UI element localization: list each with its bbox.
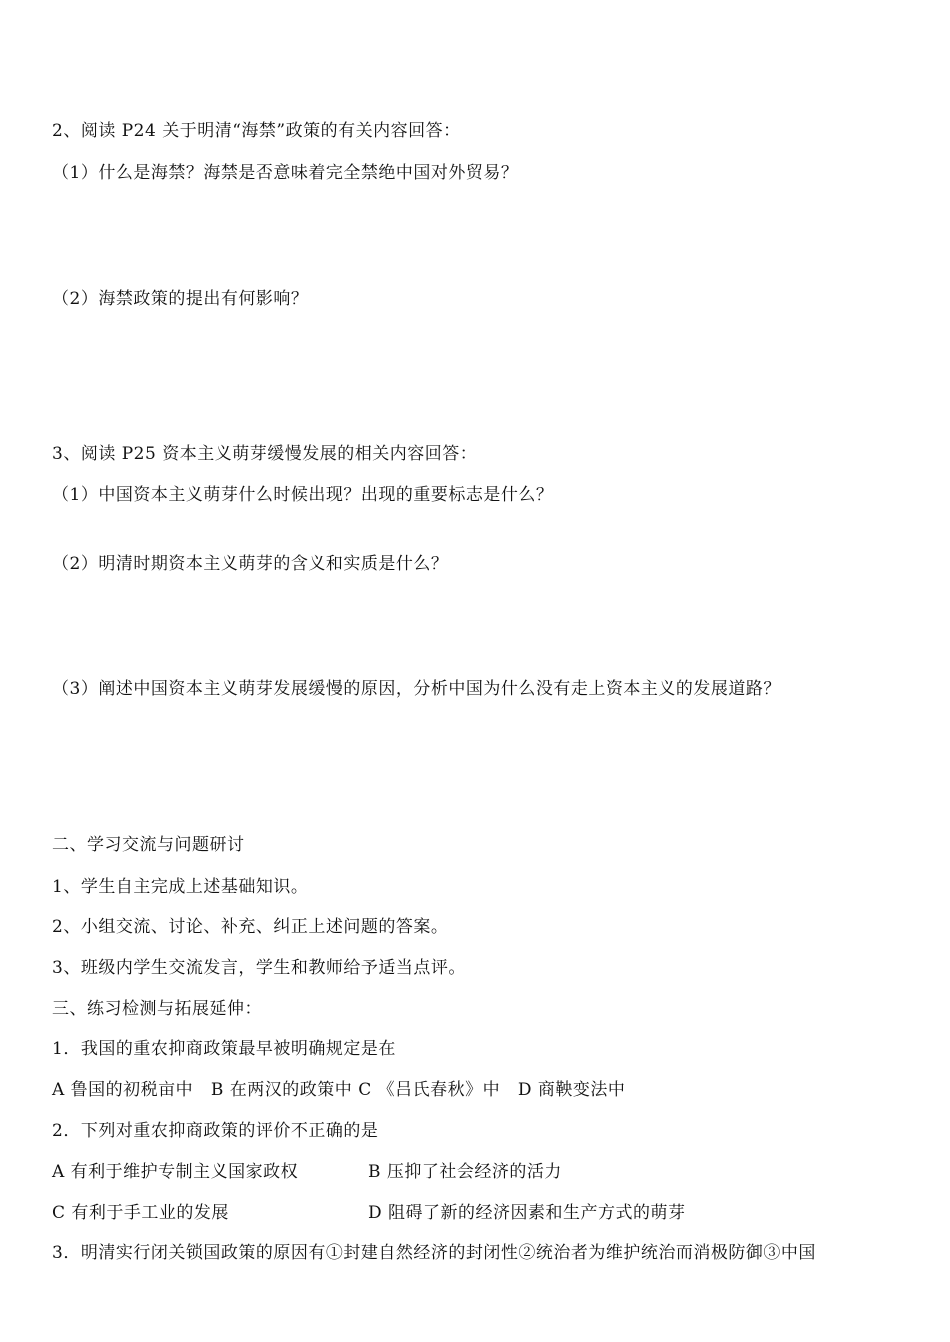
question-3-sub-2: （2）明清时期资本主义萌芽的含义和实质是什么？ xyxy=(52,554,449,574)
exercise-2-option-c: C 有利于手工业的发展 xyxy=(52,1203,229,1223)
question-2-sub-1: （1）什么是海禁？海禁是否意味着完全禁绝中国对外贸易？ xyxy=(52,163,519,183)
exercise-1-options: A 鲁国的初税亩中 B 在两汉的政策中 C 《吕氏春秋》中 D 商鞅变法中 xyxy=(52,1080,626,1100)
exercise-3-question: 3．明清实行闭关锁国政策的原因有①封建自然经济的封闭性②统治者为维护统治而消极防御③中国 xyxy=(52,1243,816,1263)
question-3-sub-3: （3）阐述中国资本主义萌芽发展缓慢的原因，分析中国为什么没有走上资本主义的发展道路？ xyxy=(52,679,781,699)
section-2-heading: 二、学习交流与问题研讨 xyxy=(52,835,245,855)
question-2-heading: 2、阅读 P24 关于明清“海禁”政策的有关内容回答： xyxy=(52,121,461,141)
exercise-2-question: 2．下列对重农抑商政策的评价不正确的是 xyxy=(52,1121,379,1141)
section-2-item-3: 3、班级内学生交流发言，学生和教师给予适当点评。 xyxy=(52,958,466,978)
question-3-heading: 3、阅读 P25 资本主义萌芽缓慢发展的相关内容回答： xyxy=(52,444,478,464)
exercise-1-question: 1．我国的重农抑商政策最早被明确规定是在 xyxy=(52,1039,396,1059)
question-2-sub-2: （2）海禁政策的提出有何影响？ xyxy=(52,289,309,309)
question-3-sub-1: （1）中国资本主义萌芽什么时候出现？出现的重要标志是什么？ xyxy=(52,485,554,505)
section-2-item-1: 1、学生自主完成上述基础知识。 xyxy=(52,877,309,897)
exercise-2-option-b: B 压抑了社会经济的活力 xyxy=(368,1162,562,1182)
section-3-heading: 三、练习检测与拓展延伸： xyxy=(52,999,262,1019)
section-2-item-2: 2、小组交流、讨论、补充、纠正上述问题的答案。 xyxy=(52,917,449,937)
exercise-2-option-d: D 阻碍了新的经济因素和生产方式的萌芽 xyxy=(368,1203,686,1223)
exercise-2-option-a: A 有利于维护专制主义国家政权 xyxy=(52,1162,299,1182)
